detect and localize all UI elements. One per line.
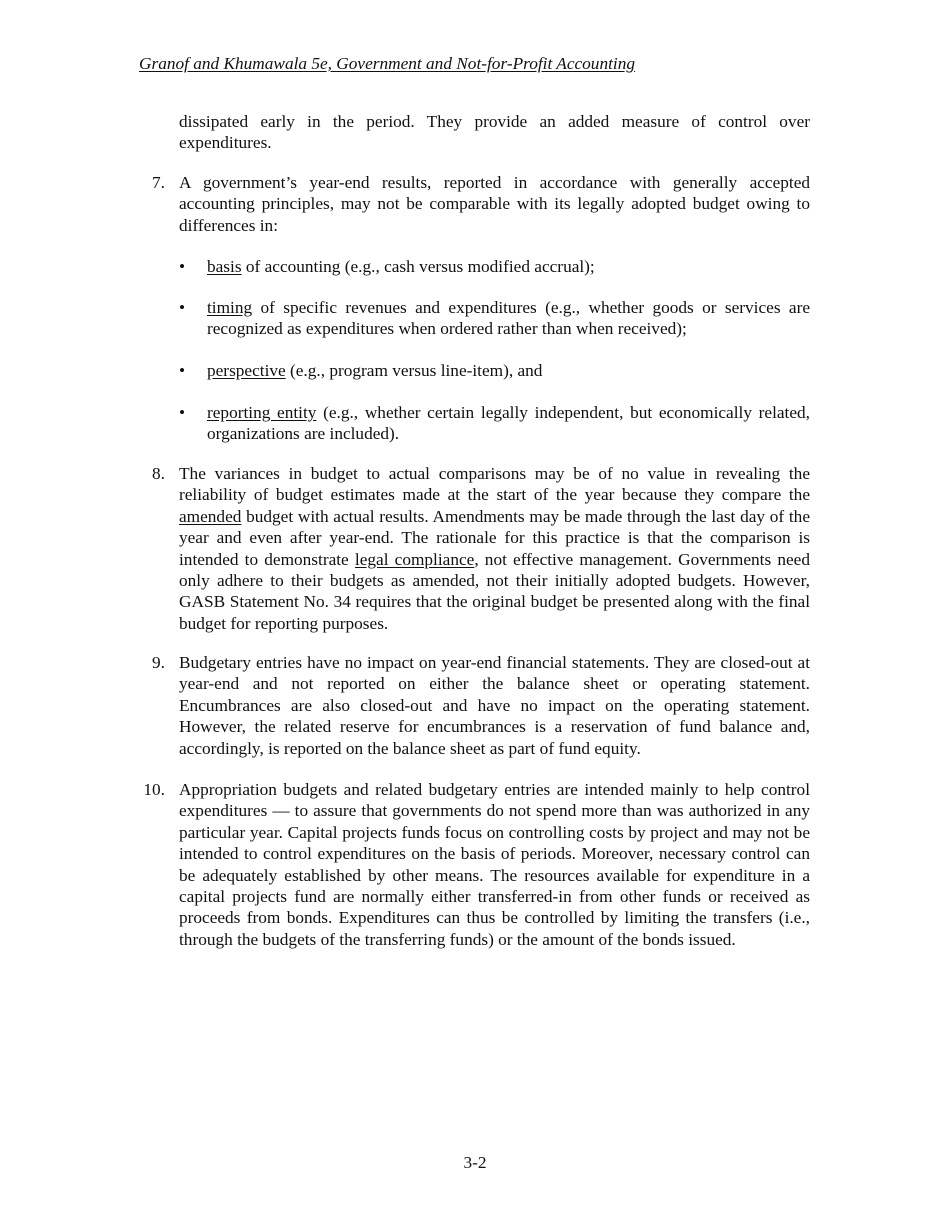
bullet-icon: • — [179, 257, 186, 276]
item-number: 10. — [143, 780, 165, 799]
item-number: 7. — [152, 173, 165, 192]
item-number: 9. — [152, 653, 165, 672]
list-item-7 — [139, 172, 810, 236]
term-amended: amended — [179, 506, 242, 526]
item-text — [179, 463, 810, 634]
bullet-item-basis — [179, 256, 810, 277]
item-text: A government’s year-end results, reported in accordance with generally accepted accounting principles, may not be comparable with its legally adopted budget owing to differences in: — [179, 173, 810, 235]
bullet-term: perspective — [207, 361, 286, 380]
list-item-8 — [139, 463, 810, 634]
bullet-text: (e.g., program versus line-item), and — [285, 361, 543, 380]
item-text: Budgetary entries have no impact on year-end financial statements. They are closed-out at year-end and not reported on either the balance sheet or operating statement. Encumbrances are also closed-out and have no impact on the operating statement. However, the related reserve for encumbrances is a reservation of fund balance and, accordingly, is reported on the balance sheet as part of fund equity. — [179, 653, 810, 758]
bullet-item-timing — [179, 297, 810, 340]
running-header: Granof and Khumawala 5e, Government and Not-for-Profit Accounting — [139, 54, 635, 73]
text-segment: , not effective management. Governments need only adhere to their budgets as amended, not their initially adopted budgets. However, GASB Statement No. 34 requires that the original budget be presented along with the final budget for reporting purposes. — [179, 549, 810, 633]
list-item-9 — [139, 652, 810, 759]
bullet-term: timing — [207, 298, 253, 317]
text-segment: The variances in budget to actual comparisons may be of no value in revealing the reliability of budget estimates made at the start of the year because they compare the — [179, 464, 810, 505]
page-number: 3-2 — [463, 1153, 487, 1172]
bullet-text: (e.g., whether certain legally independent, but economically related, organizations are included). — [207, 403, 810, 444]
bullet-icon: • — [179, 361, 186, 380]
bullet-text: of specific revenues and expenditures (e.g., whether goods or services are recognized as expenditures when ordered rather than when received); — [207, 298, 810, 339]
bullet-item-reporting-entity — [179, 402, 810, 445]
term-legal-compliance: legal compliance — [354, 549, 475, 569]
item-text: Appropriation budgets and related budgetary entries are intended mainly to help control expenditures — to assure that governments do not spend more than was authorized in any particular year. Capital projects funds focus on controlling costs by project and may not be intended to control expenditures on the basis of periods. Moreover, necessary control can be adequately established by other means. The resources available for expenditure in a capital projects fund are normally either transferred-in from other funds or received as proceeds from bonds. Expenditures can thus be controlled by limiting the transfers (i.e., through the budgets of the transferring funds) or the amount of the bonds issued. — [179, 780, 810, 949]
text-segment: budget with actual results. Amendments may be made through the last day of the year and even after year-end. The rationale for this practice is that the comparison is intended to demonstrate — [179, 506, 810, 569]
bullet-term: reporting entity — [207, 403, 317, 422]
list-item-10 — [139, 779, 810, 950]
bullet-term: basis — [207, 257, 242, 276]
bullet-icon: • — [179, 298, 186, 317]
bullet-text: of accounting (e.g., cash versus modified accrual); — [241, 257, 595, 276]
continuation-paragraph: dissipated early in the period. They provide an added measure of control over expenditures. — [179, 112, 810, 153]
item-number: 8. — [152, 464, 165, 483]
bullet-item-perspective — [179, 360, 810, 381]
bullet-icon: • — [179, 403, 186, 422]
